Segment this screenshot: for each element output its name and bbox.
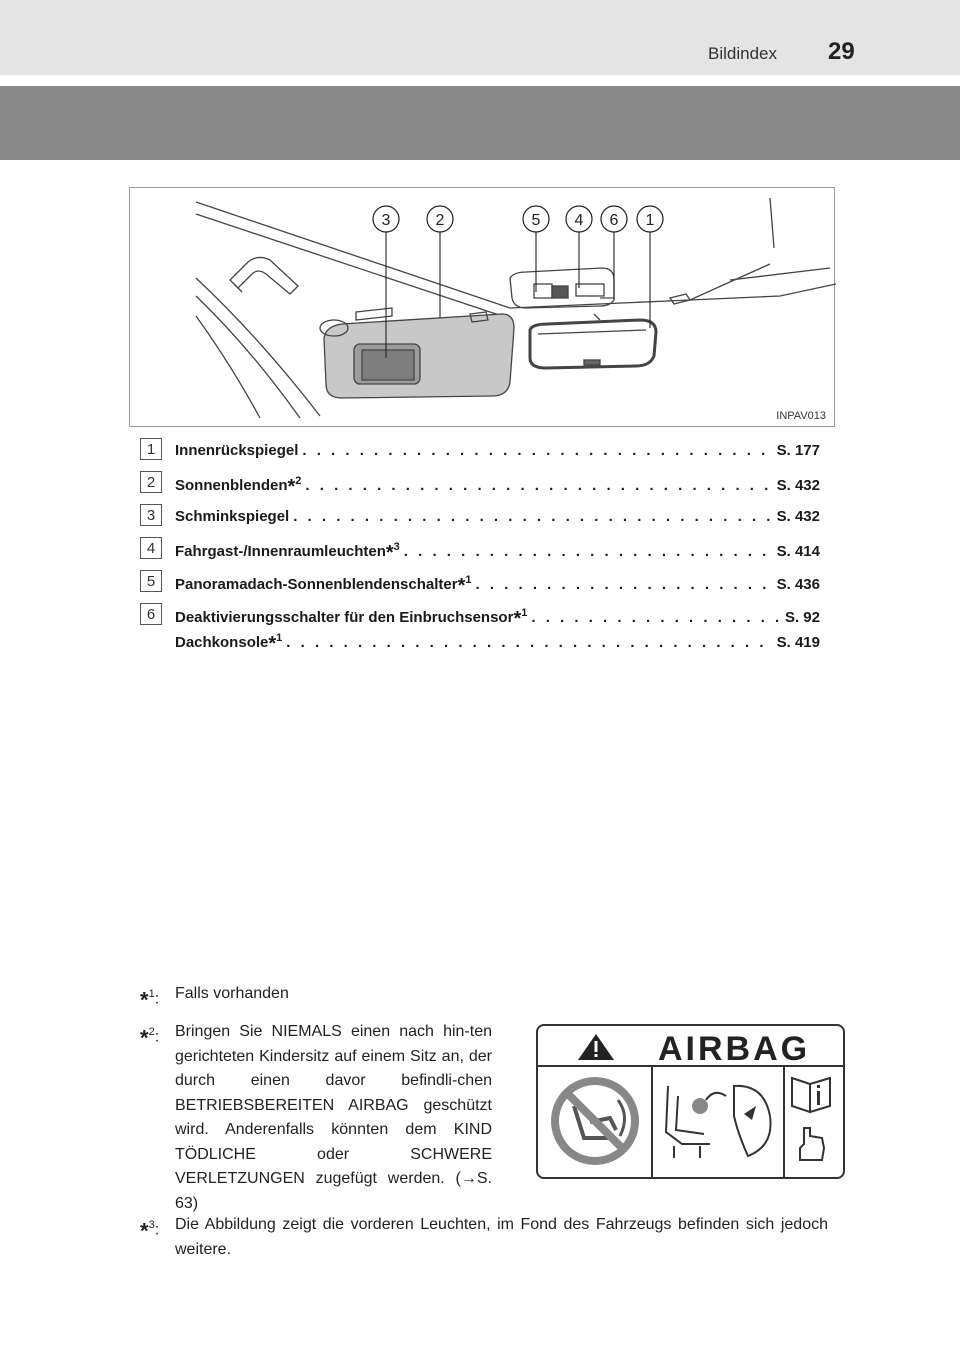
no-rear-facing-seat-icon (551, 1077, 639, 1165)
leader-dots (286, 634, 772, 651)
footnote-marker: 1 (465, 574, 472, 586)
legend-item (140, 504, 820, 537)
footnote-star-icon: * (268, 633, 277, 655)
leader-dots (531, 609, 781, 626)
page-reference[interactable]: S. 414 (776, 543, 820, 560)
legend-number: 5 (140, 570, 162, 592)
legend-item (140, 471, 820, 504)
legend-item (140, 632, 820, 669)
footnote-text: Die Abbildung zeigt die vorderen Leuchten, im Fond des Fahrzeugs befinden sich jedoch weitere. (175, 1216, 828, 1258)
legend-entry[interactable] (175, 607, 820, 630)
airbag-title: AIRBAG (658, 1030, 811, 1068)
callout-label: 4 (574, 212, 584, 229)
footnote-star-icon: * (140, 1218, 149, 1244)
warning-triangle-icon (578, 1034, 614, 1060)
footnote-1 (140, 982, 828, 1013)
legend-entry[interactable] (175, 475, 820, 498)
footnote-star-icon: * (457, 575, 466, 597)
legend-item (140, 570, 820, 603)
legend-entry[interactable] (175, 574, 820, 597)
legend-label: Fahrgast-/Innenraumleuchten*$^3$ (175, 541, 400, 564)
page-reference[interactable]: S. 432 (776, 477, 820, 494)
footnote-marker: 3 (393, 541, 400, 553)
footnote-star-icon: * (385, 542, 394, 564)
legend-label: Innenrückspiegel (175, 442, 299, 459)
footnote-text: Falls vorhanden (175, 985, 289, 1002)
leader-dots (476, 576, 773, 593)
legend-label: Panoramadach-Sonnenblendenschalter*$^1$ (175, 574, 472, 597)
header-strip (0, 0, 960, 75)
figure-code: INPAV013 (776, 410, 826, 422)
footnote-marker: 1 (521, 607, 528, 619)
legend-label: Schminkspiegel (175, 508, 290, 525)
legend-entry[interactable] (175, 541, 820, 564)
page-reference[interactable]: S. 92 (784, 609, 820, 626)
page-number: 29 (828, 38, 855, 65)
page-reference[interactable]: S. 436 (776, 576, 820, 593)
footnote-marker: 1 (276, 632, 283, 644)
legend-entry[interactable] (175, 442, 820, 459)
footnote-mark: *$^1$: (140, 987, 160, 1013)
callout-label: 1 (645, 212, 655, 229)
legend-label: Dachkonsole*$^1$ (175, 632, 283, 655)
airbag-deploy-icon (666, 1086, 771, 1158)
footnote-star-icon: * (513, 608, 522, 630)
callout-label: 5 (531, 212, 541, 229)
footnote-mark: *$^2$: (140, 1025, 160, 1051)
page-reference[interactable]: S. 432 (776, 508, 820, 525)
leader-dots (305, 477, 772, 494)
legend-number: 1 (140, 438, 162, 460)
read-manual-icon (792, 1078, 830, 1160)
legend-number: 2 (140, 471, 162, 493)
footnote-marker: 2 (295, 475, 302, 487)
footnote-2 (140, 1020, 492, 1216)
footnote-star-icon: * (140, 987, 149, 1013)
legend-item (140, 438, 820, 471)
page-reference[interactable]: S. 177 (776, 442, 820, 459)
legend-number: 6 (140, 603, 162, 625)
footnote-star-icon: * (287, 476, 296, 498)
legend-entry[interactable] (175, 632, 820, 655)
leader-dots (302, 442, 772, 459)
legend-label: Deaktivierungsschalter für den Einbruchsensor*$^1$ (175, 607, 528, 630)
callout-label: 2 (435, 212, 445, 229)
overhead-console-illustration (130, 188, 836, 428)
footnote-3 (140, 1213, 828, 1262)
leader-dots (404, 543, 773, 560)
callout-label: 6 (609, 212, 619, 229)
legend-entry[interactable] (175, 508, 820, 525)
legend-list (140, 438, 820, 669)
footnote-text: Bringen Sie NIEMALS einen nach hin-ten gerichteten Kindersitz auf einem Sitz an, der durch einen davor befindli-chen BETRIEBSBEREITEN AIRBAG geschützt wird. Anderenfalls könnten dem KIND TÖDLICHE oder SCHWERE VERLETZUNGEN zugefügt werden. (→S. 63) (175, 1023, 492, 1212)
section-title: Bildindex (708, 44, 777, 63)
callout-label: 3 (381, 212, 391, 229)
airbag-warning-label (536, 1024, 845, 1179)
leader-dots (293, 508, 772, 525)
legend-number: 4 (140, 537, 162, 559)
legend-label: Sonnenblenden*$^2$ (175, 475, 302, 498)
footnote-star-icon: * (140, 1025, 149, 1051)
footnote-mark: *$^3$: (140, 1218, 160, 1244)
legend-number: 3 (140, 504, 162, 526)
legend-item (140, 537, 820, 570)
page-reference[interactable]: S. 419 (776, 634, 820, 651)
overhead-console-figure (129, 187, 835, 427)
header-band (0, 86, 960, 160)
